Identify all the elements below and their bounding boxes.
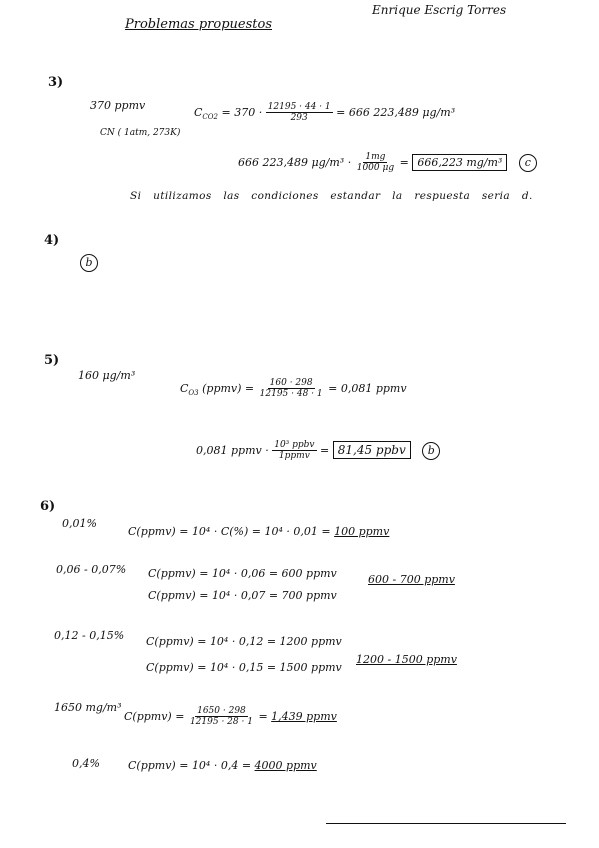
- problem-6-row-3-given: 0,12 - 0,15%: [54, 629, 125, 642]
- problem-6-row-4-fraction: [188, 706, 255, 728]
- problem-4-answer-circle: b: [80, 254, 98, 272]
- problem-3-eq-2: =: [399, 155, 409, 169]
- problem-3-fraction-2: [355, 152, 396, 174]
- problem-3-result-1: = 666 223,489 μg/m³: [336, 105, 456, 119]
- problem-5-answer-circle: b: [422, 442, 440, 460]
- problem-6-row-1-formula: C(ppmv) = 10⁴ · C(%) = 10⁴ · 0,01 =: [128, 525, 331, 538]
- problem-3-num-2: 1mg: [365, 152, 386, 162]
- problem-6-row-5-given: 0,4%: [72, 757, 100, 770]
- problem-5-den-2: 1ppmv: [278, 451, 310, 462]
- problem-5-num-2: 10³ ppbv: [274, 440, 315, 450]
- problem-6-row-1-equation: [128, 526, 389, 539]
- problem-6-row-2-formula: C(ppmv) = 10⁴ · 0,06 = 600 ppmv: [148, 567, 337, 580]
- page-title: Problemas propuestos: [125, 17, 272, 32]
- problem-5-lhs-sub: O3: [188, 389, 199, 398]
- problem-3-answer-circle: c: [519, 154, 537, 172]
- problem-3-fraction-1: [266, 102, 333, 124]
- author-name: Enrique Escrig Torres: [372, 3, 507, 17]
- problem-6-row-3-formula-2: C(ppmv) = 10⁴ · 0,15 = 1500 ppmv: [146, 661, 342, 674]
- problem-5-given: 160 μg/m³: [78, 369, 136, 382]
- problem-6-row-1-result: 100 ppmv: [334, 525, 390, 538]
- problem-3-lhs: C: [194, 105, 203, 119]
- problem-3-equation-1: [194, 102, 455, 124]
- problem-5-equation-1: [180, 378, 407, 400]
- problem-5-den-1: 12195 · 48 · 1: [259, 389, 323, 400]
- problem-6-row-2-given: 0,06 - 0,07%: [56, 563, 127, 576]
- problem-6-row-4-formula: C(ppmv) =: [124, 709, 185, 723]
- problem-6-row-4-given: 1650 mg/m³: [54, 701, 122, 714]
- footer-rule: [326, 823, 566, 824]
- problem-6-row-4-num: 1650 · 298: [197, 706, 246, 716]
- problem-6-row-4-equation: [124, 706, 337, 728]
- problem-6-row-4-den: 12195 · 28 · 1: [189, 717, 253, 728]
- problem-6-row-4-eq: =: [258, 709, 268, 723]
- problem-5-num-1: 160 · 298: [269, 378, 313, 388]
- problem-5-lhs: C: [180, 381, 189, 395]
- problem-3-num-1: 12195 · 44 · 1: [267, 102, 331, 112]
- problem-3-den-1: 293: [290, 113, 308, 124]
- problem-6-row-2-result: 600 - 700 ppmv: [368, 573, 455, 586]
- problem-6-row-2-formula-2: C(ppmv) = 10⁴ · 0,07 = 700 ppmv: [148, 589, 337, 602]
- problem-5-step2: 0,081 ppmv ·: [196, 443, 269, 457]
- problem-5-result-2-boxed: 81,45 ppbv: [333, 441, 411, 459]
- problem-6-row-3-formula: C(ppmv) = 10⁴ · 0,12 = 1200 ppmv: [146, 635, 342, 648]
- problem-3-equation-2: [238, 152, 537, 174]
- problem-3-given: 370 ppmv: [90, 99, 146, 112]
- problem-3-result-2-boxed: 666,223 mg/m³: [412, 154, 507, 171]
- problem-4-number: 4): [44, 233, 60, 248]
- problem-6-number: 6): [40, 499, 56, 514]
- problem-5-eq-2: =: [320, 443, 330, 457]
- problem-3-step2: 666 223,489 μg/m³ ·: [238, 155, 352, 169]
- problem-3-number: 3): [48, 75, 64, 90]
- problem-5-equation-2: [196, 440, 440, 462]
- problem-4-answer: [80, 254, 98, 272]
- problem-3-conditions: CN ( 1atm, 273K): [100, 128, 181, 138]
- problem-3-note: Si utilizamos las condiciones estandar la respuesta seria d.: [130, 190, 533, 202]
- problem-3-eq-a: = 370 ·: [221, 105, 263, 119]
- problem-6-row-5-result: 4000 ppmv: [254, 759, 317, 772]
- problem-3-den-2: 1000 μg: [356, 163, 395, 174]
- problem-6-row-5-equation: [128, 760, 317, 773]
- problem-5-fraction-2: [272, 440, 316, 462]
- problem-5-result-1: = 0,081 ppmv: [328, 381, 407, 395]
- problem-5-fraction-1: [258, 378, 325, 400]
- problem-3-lhs-sub: CO2: [202, 113, 218, 122]
- problem-6-row-4-result: 1,439 ppmv: [271, 709, 337, 723]
- problem-6-row-1-given: 0,01%: [62, 517, 97, 530]
- problem-6-row-5-formula: C(ppmv) = 10⁴ · 0,4 =: [128, 759, 252, 772]
- problem-5-number: 5): [44, 353, 60, 368]
- problem-6-row-3-result: 1200 - 1500 ppmv: [356, 653, 457, 666]
- problem-5-lhs-b: (ppmv) =: [202, 381, 255, 395]
